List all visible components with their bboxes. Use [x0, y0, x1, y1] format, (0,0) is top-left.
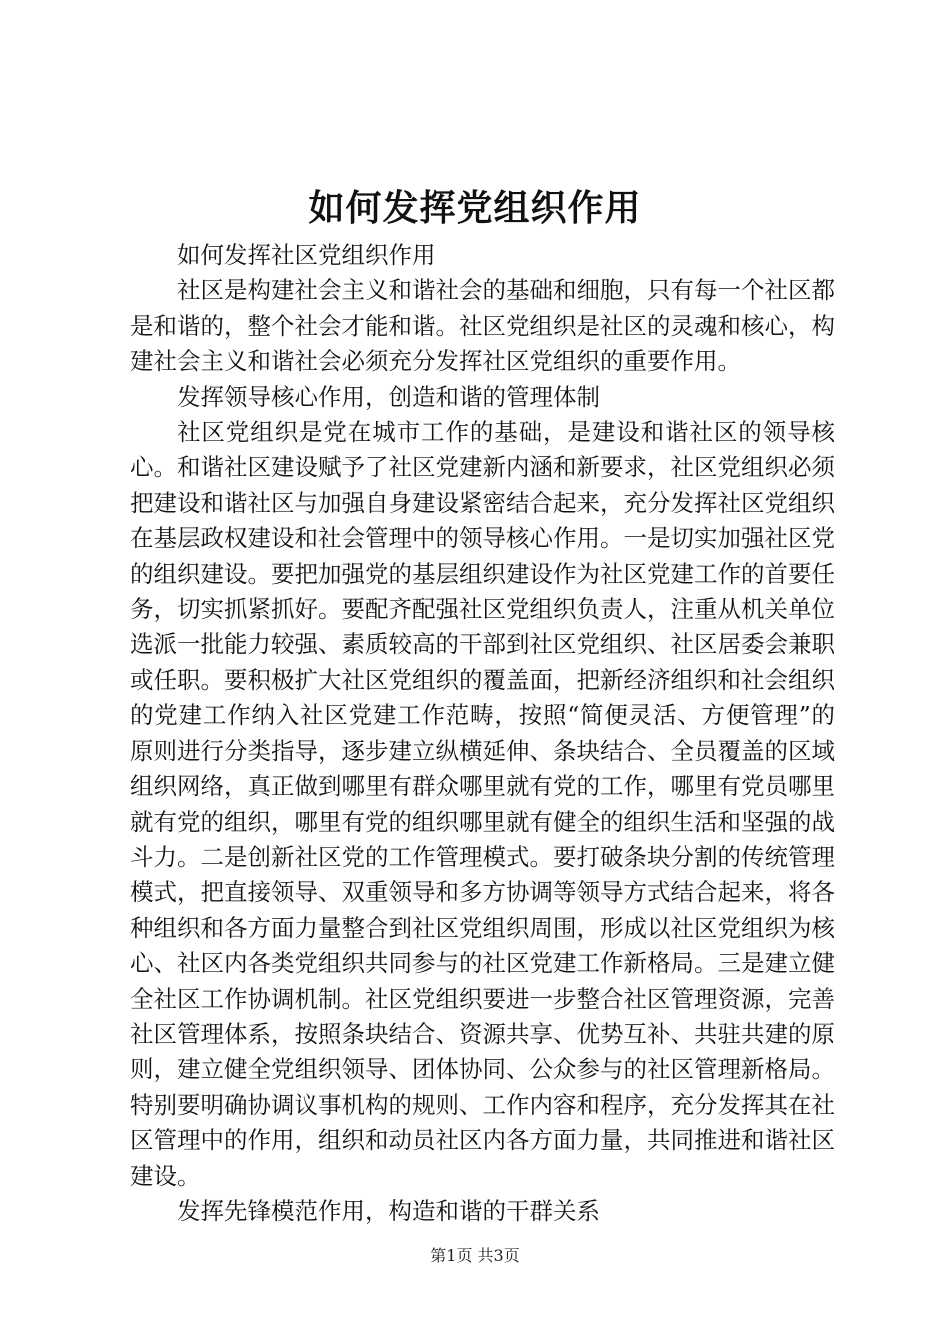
document-title: 如何发挥党组织作用 [308, 187, 642, 229]
leadership-paragraph: 社区党组织是党在城市工作的基础，是建设和谐社区的领导核心。和谐社区建设赋予了社区党建新内涵和新要求，社区党组织必须把建设和谐社区与加强自身建设紧密结合起来，充分发挥社区党组织在基层政权建设和社会管理中的领导核心作用。一是切实加强社区党的组织建设。要把加强党的基层组织建设作为社区党建工作的首要任务，切实抓紧抓好。要配齐配强社区党组织负责人，注重从机关单位选派一批能力较强、素质较高的干部到社区党组织、社区居委会兼职或任职。要积极扩大社区党组织的覆盖面，把新经济组织和社会组织的党建工作纳入社区党建工作范畴，按照“简便灵活、方便管理”的原则进行分类指导，逐步建立纵横延伸、条块结合、全员覆盖的区域组织网络，真正做到哪里有群众哪里就有党的工作，哪里有党员哪里就有党的组织，哪里有党的组织哪里就有健全的组织生活和坚强的战斗力。二是创新社区党的工作管理模式。要打破条块分割的传统管理模式，把直接领导、双重领导和多方协调等领导方式结合起来，将各种组织和各方面力量整合到社区党组织周围，形成以社区党组织为核心、社区内各类党组织共同参与的社区党建工作新格局。三是建立健全社区工作协调机制。社区党组织要进一步整合社区管理资源，完善社区管理体系，按照条块结合、资源共享、优势互补、共驻共建的原则，建立健全党组织领导、团体协同、公众参与的社区管理新格局。特别要明确协调议事机构的规则、工作内容和程序，充分发挥其在社区管理中的作用，组织和动员社区内各方面力量，共同推进和谐社区建设。 [130, 418, 835, 1190]
section-heading-vanguard: 发挥先锋模范作用，构造和谐的干群关系 [177, 1196, 600, 1225]
page-footer: 第1页 共3页 [430, 1246, 520, 1265]
section-heading-leadership: 发挥领导核心作用，创造和谐的管理体制 [177, 382, 600, 411]
document-body [130, 238, 835, 1229]
subtitle-paragraph: 如何发挥社区党组织作用 [177, 241, 436, 269]
intro-paragraph: 社区是构建社会主义和谐社会的基础和细胞，只有每一个社区都是和谐的，整个社会才能和谐。社区党组织是社区的灵魂和核心，构建社会主义和谐社会必须充分发挥社区党组织的重要作用。 [130, 276, 835, 376]
